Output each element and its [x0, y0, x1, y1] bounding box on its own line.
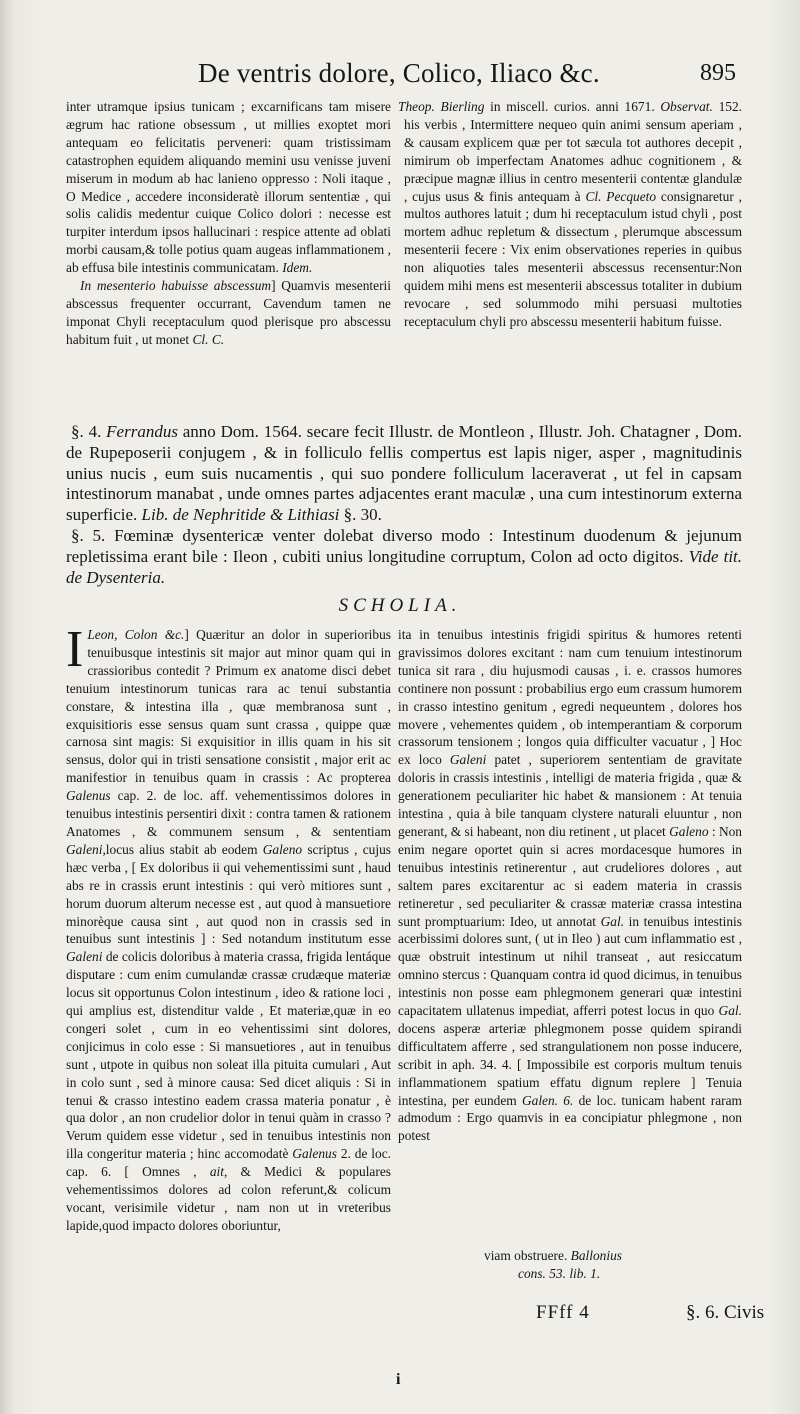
- page-number: 895: [700, 60, 736, 86]
- lemma: In mesenterio habuisse abscessum: [80, 278, 272, 294]
- body-text: in tenuibus intestinis acerbissimi dolores sunt, ( ut in Ileo ) aut cum inflammatio est , quæ obstruit intestinum ut nihil transeat , aut resiccatum omnino stercus : Quanquam contra id quod dicimus, in tenuibus intestinis non posse eam phlegmonem generari quæ intestini capacitatem ullatenus impediat, afferri potest locus in quo: [398, 913, 742, 1019]
- body-text: 152. his verbis , Intermittere nequeo quin animi sensum aperiam , & causam explicem quæ per tot sæcula tot authores decepit , nimirum ob imperfectam Anatomes adhuc cognitionem , & præcipue magnæ illius in centro mesenterii contentæ glandulæ , cujus usus & finis antequam à: [404, 99, 742, 204]
- paragraph: [398, 626, 742, 1145]
- reference: Cl. C.: [192, 331, 225, 347]
- drop-initial: I: [66, 621, 84, 678]
- body-text: ,locus alius stabit ab eodem: [102, 841, 258, 857]
- scholia-right-column: [398, 626, 742, 1145]
- body-text: Fœminæ dysentericæ venter dolebat diverso modo : Intestinum duodenum & jejunum repletissima erant bile : Ileon , cubiti unius longitudine corruptum, Colon ad octo digitos.: [66, 526, 743, 566]
- author-ref: ait: [209, 1164, 224, 1180]
- reference: Vide tit. de Dysenteria.: [66, 546, 743, 587]
- paragraph: [398, 98, 742, 331]
- reference: Lib. de Nephritide & Lithiasi: [141, 505, 340, 525]
- reference: Observat.: [660, 99, 713, 114]
- citation-line: [398, 1247, 742, 1265]
- page-footer: [0, 1302, 800, 1332]
- body-text: docens asperæ arteriæ phlegmonem posse quidem spirandi difficultatem afferre , sed strangulationem non posse inducere, scribit in aph. 34. 4. [ Impossibile est corporis multum tenuis inflammationem spatium effatu dignum replere ] Tenuia intestina, per eundem: [398, 1020, 742, 1108]
- body-text: cap. 2. de loc. aff. vehementissimos dolores in tenuibus intestinis persentiri dixit : contra tamen & rationem Anatomes , & communem sensum , & sententiam: [66, 788, 391, 839]
- reference: Cl. Pecqueto: [585, 188, 657, 204]
- author-ref: Galeno: [262, 841, 303, 857]
- paragraph-4: [66, 422, 742, 526]
- paragraph-5: [66, 526, 742, 588]
- body-text: 2. de loc. cap. 6. [ Omnes ,: [66, 1146, 391, 1180]
- scholia-heading: SCHOLIA.: [338, 595, 462, 616]
- reference-end: §. 30.: [343, 505, 382, 525]
- paragraph: [66, 277, 391, 349]
- top-right-column: [398, 98, 742, 331]
- body-text: , & Medici & populares vehementissimos dolores ad colon referunt,& colicum vocant, verisimile videtur , nam non ut in vreteribus lapide,quod impacto dolores oboriuntur,: [66, 1164, 391, 1233]
- running-title: De ventris dolore, Colico, Iliaco &c.: [198, 58, 600, 88]
- body-text: ita in tenuibus intestinis frigidi spiritus & humores retenti gravissimos dolores excitant : nam cum tenuium intestinorum tunica sit rara , diu hujusmodi causas , i. e. crassos humores continere non possunt : probabilius ergo eum crassum humorem in crasso intestino genitum , egredi nequeuntem , dolores hos movere , vehementes quidem , ob intemperantiam & corporum crassorum tensionem ; longos quia difficulter vacuatur , ] Hoc ex loco: [398, 627, 742, 768]
- author-ref: Galeni: [66, 841, 103, 857]
- body-text: inter utramque ipsius tunicam ; excarnificans tam misere ægrum hac ratione obsessum , ut millies exoptet mori antequam eo felicitatis perveneri: quam tristissimam catastrophen equidem aliquando memini usu venisse juveni miserum in modum ab hac lanieno oppresso : Noli itaque , O Medice , accedere inconsideratè illorum sententiæ , qui solis calidis medentur cuique Colico dolori : necesse est turpiter interdum ipsos hallucinari : respice attente ad oblati morbi causam,& tolle potius quam augeas inflammationem , ab effusa bile intestinis communicatam.: [66, 99, 391, 276]
- body-text: : Non enim negare oportet quin si acres mordacesque humores in tenuibus intestinis retinerentur , aut crudeliores dolores , aut saltem pares excitarentur ac si eadem materia in crassis retineretur , sed peculiariter & crassæ materiæ crassa intestina sunt promptuarium: Ideo, ut annotat: [398, 823, 743, 929]
- body-text: ] Quamvis mesenterii abscessus frequenter occurrant, Cavendum tamen ne imponat Chyli receptaculum quod plerisque pro abscessu habitum fuit , ut monet: [66, 278, 391, 347]
- body-text: viam obstruere.: [484, 1248, 568, 1263]
- author-ref: Galen. 6.: [521, 1092, 574, 1108]
- body-text: de loc. tunicam habent raram admodum : Ergo quamvis in ea concipiatur phlegmone , non potest: [398, 1092, 742, 1144]
- body-text: de colicis doloribus à materia crassa, frigida lentáque disputare : cum enim cumulandæ crassæ crudæque materiæ locus sit opportunus Colon intestinum , ideo & ratione loci , qui amplius est, distenditur valde , Et materiæ,quæ in eo congeri solet , cum in eo vehentissimi sint dolores, conjicimus in colo esse : Si mansuetiores , aut in tenuibus sunt , utpote in quibus non soleat illa pituita cumulari , Aut in colo sunt , sed à minore causa: Sed dicet aliquis : Si in tenui & crasso intestino eadem crassa materia ponatur , è qua dolor , an non crudelior dolor in tenui quàm in crasso ? Verum quidem esse videtur , sed in tenuibus intestinis non illa congeritur materia ; hinc accomodatè: [66, 949, 391, 1162]
- author-ref: Ballonius: [570, 1248, 622, 1263]
- citation-line: [398, 1265, 742, 1283]
- reference: Idem.: [282, 260, 313, 276]
- gutter-mark: i: [396, 1371, 401, 1388]
- paragraph: [66, 621, 391, 1235]
- author-ref: Galenus: [66, 788, 111, 804]
- body-text: patet , superiorem sententiam de gravitate doloris in crassis intestinis , intelligi de materia frigida , quæ & generationem peculiariter hic habet & mansionem : At tenuia intestina , quia à bile tanquam clystere naturali eluuntur , non generant, & si habeant, non diu retinent , ut placet: [398, 752, 742, 839]
- body-text: in miscell. curios. anni 1671.: [490, 99, 655, 114]
- author-ref: Gal.: [718, 1003, 742, 1019]
- body-text: consignaretur , multos authores latuit ; dum hi receptaculum istud chyli , post mortem adhuc repletum & dissectum , plerumque abscessum mesenterii fecere : Vix enim observationes reperies in quibus non aliquoties tales mesenterii abscessus recensentur:Non quidem mihi mens est mesenterii abscessus totaliter in dubium revocare , sed solummodo mihi persuasi multoties receptaculum chyli pro abscessu mesenterii habitum fuisse.: [404, 188, 742, 329]
- author-ref: Galeno: [669, 823, 709, 839]
- signature-mark: FFff 4: [536, 1302, 590, 1323]
- catchword: §. 6. Civis: [686, 1302, 765, 1323]
- reference: cons. 53. lib. 1.: [518, 1265, 601, 1281]
- closing-citation: [398, 1247, 742, 1283]
- author-ref: Gal.: [600, 913, 625, 929]
- author-ref: Galenus: [292, 1146, 337, 1162]
- author-name: Ferrandus: [106, 422, 178, 441]
- author-ref: Galeni: [449, 752, 487, 768]
- body-text: scriptus , cujus hæc verba , [ Ex doloribus ii qui vehementissimi sunt , haud abs re in crassis erunt intestinis : qui verò mitiores sunt , horum duorum alterum necesse est , aut quod à mansuetiore minorèque causa sint , aut quod non in crassis sed in tenuibus sunt intestinis ] : Sed notandum institutum esse: [66, 841, 391, 947]
- body-text: anno Dom. 1564. secare fecit Illustr. de Montleon , Illustr. Joh. Chatagner , Dom. de Rupeposerii conjugem , & in folliculo fellis compertus est lapis niger, asper , magnitudinis unius nucis , eum suis nucamentis , qui suo pondere folliculum laceraverat , ut fel in capsam intestinorum manabat , unde omnes partes adjacentes erant maculæ , una cum intestinorum externa superficie.: [66, 422, 743, 525]
- section-number: §. 5.: [71, 526, 106, 545]
- author-ref: Galeni: [66, 949, 103, 965]
- running-head: [0, 58, 800, 98]
- top-left-column: [66, 98, 391, 349]
- author-name: Theop. Bierling: [398, 99, 485, 114]
- lemma: Leon, Colon &c.: [87, 627, 185, 642]
- section-number: §. 4.: [71, 422, 102, 441]
- paragraph: [66, 98, 391, 277]
- scholia-left-column: [66, 621, 391, 1235]
- body-text: ] Quæritur an dolor in superioribus tenuibusque intestinis sit major aut minor quam qui in crassioribus contedit ? Primum ex anatome disci debet tenuium intestinorum tunicas rara ac tenui substantia constare, & intestina illa , quæ membranosa sunt , exquisitioris esse sensus quam sunt crassa , quippe quæ carnosa sint magis: Si exquisitior in illis quam in his sit sensus, dolor qui in tristi sensatione consistit , major erit ac manifestior in tenuibus quam in crassis : Ac propterea: [66, 627, 391, 786]
